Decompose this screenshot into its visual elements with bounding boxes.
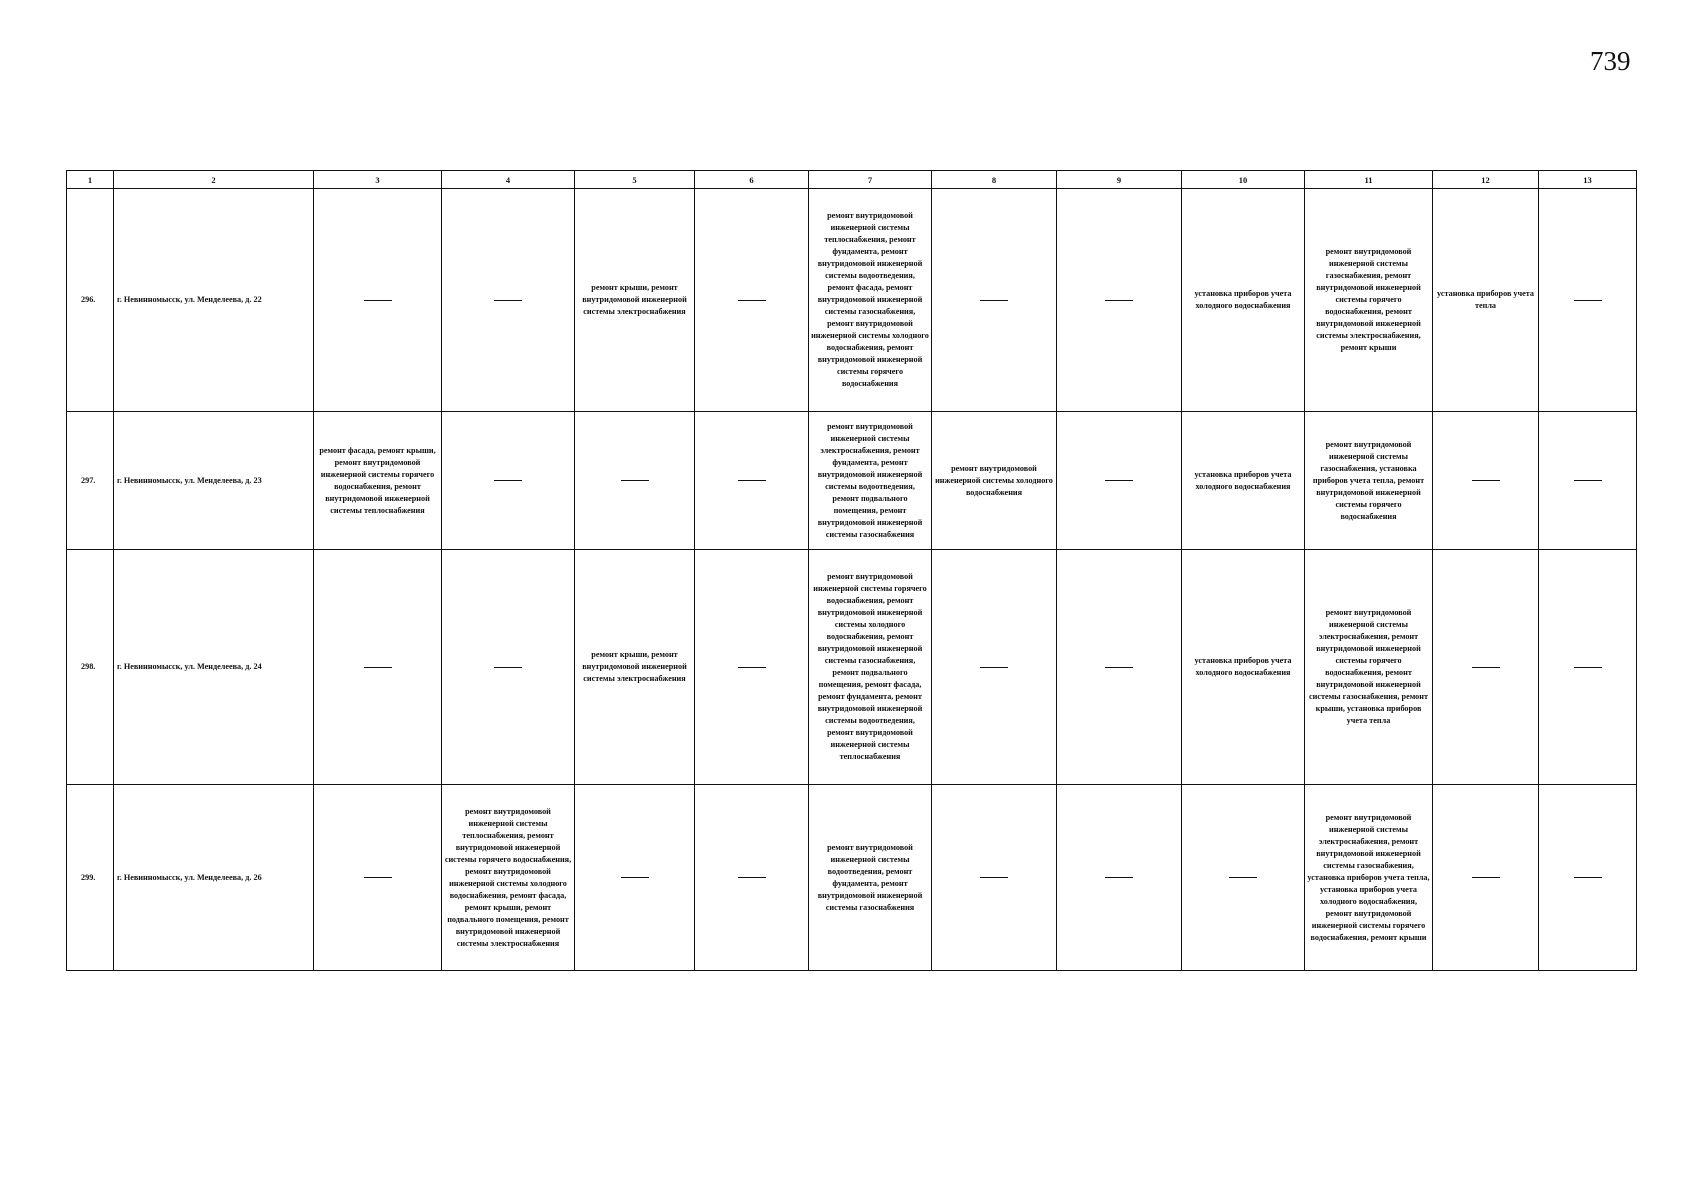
cell-works: ремонт внутридомовой инженерной системы электроснабжения, ремонт внутридомовой инженерной системы газоснабжения, установка приборов учета тепла, установка приборов учета холодного водоснабжения, ремонт внутридомовой инженерной системы горячего водоснабжения, ремонт крыши (1305, 785, 1433, 971)
cell-empty (442, 189, 575, 412)
row-address: г. Невинномысск, ул. Менделеева, д. 26 (114, 785, 314, 971)
cell-works: установка приборов учета холодного водоснабжения (1182, 412, 1305, 550)
work-plan-table (66, 170, 1637, 971)
cell-works: установка приборов учета тепла (1433, 189, 1539, 412)
cell-empty (1433, 412, 1539, 550)
table-row (67, 550, 1637, 785)
cell-empty (1057, 785, 1182, 971)
row-number: 299. (67, 785, 114, 971)
dash-mark (1574, 877, 1602, 878)
cell-empty (1182, 785, 1305, 971)
table-row (67, 785, 1637, 971)
cell-works: ремонт внутридомовой инженерной системы электроснабжения, ремонт фундамента, ремонт внутридомовой инженерной системы водоотведения, ремонт подвального помещения, ремонт внутридомовой инженерной системы газоснабжения (809, 412, 932, 550)
dash-mark (364, 667, 392, 668)
row-number: 298. (67, 550, 114, 785)
cell-empty (1057, 550, 1182, 785)
dash-mark (980, 300, 1008, 301)
cell-empty (695, 785, 809, 971)
dash-mark (1574, 300, 1602, 301)
cell-empty (1057, 412, 1182, 550)
column-header: 12 (1433, 171, 1539, 189)
cell-empty (1539, 785, 1637, 971)
cell-empty (1539, 550, 1637, 785)
dash-mark (494, 300, 522, 301)
cell-empty (932, 550, 1057, 785)
column-header: 6 (695, 171, 809, 189)
dash-mark (1105, 480, 1133, 481)
dash-mark (621, 480, 649, 481)
dash-mark (494, 667, 522, 668)
cell-works: установка приборов учета холодного водоснабжения (1182, 189, 1305, 412)
row-number: 297. (67, 412, 114, 550)
cell-empty (442, 412, 575, 550)
cell-empty (1539, 189, 1637, 412)
dash-mark (621, 877, 649, 878)
dash-mark (738, 300, 766, 301)
dash-mark (1105, 877, 1133, 878)
dash-mark (1574, 667, 1602, 668)
dash-mark (738, 877, 766, 878)
dash-mark (1472, 877, 1500, 878)
cell-empty (932, 785, 1057, 971)
column-header: 1 (67, 171, 114, 189)
dash-mark (1472, 480, 1500, 481)
dash-mark (364, 877, 392, 878)
cell-works: установка приборов учета холодного водоснабжения (1182, 550, 1305, 785)
dash-mark (1105, 300, 1133, 301)
cell-works: ремонт внутридомовой инженерной системы газоснабжения, установка приборов учета тепла, ремонт внутридомовой инженерной системы горячего водоснабжения (1305, 412, 1433, 550)
column-header: 9 (1057, 171, 1182, 189)
cell-empty (695, 189, 809, 412)
cell-empty (932, 189, 1057, 412)
cell-empty (314, 550, 442, 785)
row-address: г. Невинномысск, ул. Менделеева, д. 24 (114, 550, 314, 785)
dash-mark (980, 667, 1008, 668)
dash-mark (494, 480, 522, 481)
cell-works: ремонт внутридомовой инженерной системы газоснабжения, ремонт внутридомовой инженерной системы горячего водоснабжения, ремонт внутридомовой инженерной системы электроснабжения, ремонт крыши (1305, 189, 1433, 412)
dash-mark (1574, 480, 1602, 481)
row-number: 296. (67, 189, 114, 412)
cell-empty (442, 550, 575, 785)
column-header: 3 (314, 171, 442, 189)
cell-works: ремонт внутридомовой инженерной системы теплоснабжения, ремонт внутридомовой инженерной системы горячего водоснабжения, ремонт внутридомовой инженерной системы холодного водоснабжения, ремонт фасада, ремонт крыши, ремонт подвального помещения, ремонт внутридомовой инженерной системы электроснабжения (442, 785, 575, 971)
cell-empty (1539, 412, 1637, 550)
page-number: 739 (1590, 46, 1631, 76)
cell-works: ремонт внутридомовой инженерной системы теплоснабжения, ремонт фундамента, ремонт внутридомовой инженерной системы водоотведения, ремонт фасада, ремонт внутридомовой инженерной системы газоснабжения, ремонт внутридомовой инженерной системы холодного водоснабжения, ремонт внутридомовой инженерной системы горячего водоснабжения (809, 189, 932, 412)
cell-empty (1057, 189, 1182, 412)
column-header: 13 (1539, 171, 1637, 189)
cell-works: ремонт внутридомовой инженерной системы горячего водоснабжения, ремонт внутридомовой инженерной системы холодного водоснабжения, ремонт внутридомовой инженерной системы газоснабжения, ремонт подвального помещения, ремонт фасада, ремонт фундамента, ремонт внутридомовой инженерной системы водоотведения, ремонт внутридомовой инженерной системы теплоснабжения (809, 550, 932, 785)
dash-mark (980, 877, 1008, 878)
column-header: 7 (809, 171, 932, 189)
cell-empty (695, 550, 809, 785)
column-header: 11 (1305, 171, 1433, 189)
dash-mark (1229, 877, 1257, 878)
cell-empty (575, 412, 695, 550)
cell-works: ремонт внутридомовой инженерной системы холодного водоснабжения (932, 412, 1057, 550)
cell-works: ремонт крыши, ремонт внутридомовой инженерной системы электроснабжения (575, 189, 695, 412)
column-header: 5 (575, 171, 695, 189)
dash-mark (738, 667, 766, 668)
dash-mark (1105, 667, 1133, 668)
cell-empty (695, 412, 809, 550)
dash-mark (364, 300, 392, 301)
cell-empty (314, 785, 442, 971)
cell-works: ремонт крыши, ремонт внутридомовой инженерной системы электроснабжения (575, 550, 695, 785)
cell-empty (1433, 785, 1539, 971)
row-address: г. Невинномысск, ул. Менделеева, д. 22 (114, 189, 314, 412)
cell-empty (314, 189, 442, 412)
cell-works: ремонт внутридомовой инженерной системы водоотведения, ремонт фундамента, ремонт внутридомовой инженерной системы газоснабжения (809, 785, 932, 971)
table-row (67, 412, 1637, 550)
column-numbers-row (67, 171, 1637, 189)
dash-mark (738, 480, 766, 481)
column-header: 2 (114, 171, 314, 189)
table-row (67, 189, 1637, 412)
column-header: 4 (442, 171, 575, 189)
dash-mark (1472, 667, 1500, 668)
row-address: г. Невинномысск, ул. Менделеева, д. 23 (114, 412, 314, 550)
cell-works: ремонт фасада, ремонт крыши, ремонт внутридомовой инженерной системы горячего водоснабжения, ремонт внутридомовой инженерной системы теплоснабжения (314, 412, 442, 550)
cell-empty (1433, 550, 1539, 785)
column-header: 8 (932, 171, 1057, 189)
column-header: 10 (1182, 171, 1305, 189)
cell-works: ремонт внутридомовой инженерной системы электроснабжения, ремонт внутридомовой инженерной системы горячего водоснабжения, ремонт внутридомовой инженерной системы газоснабжения, ремонт крыши, установка приборов учета тепла (1305, 550, 1433, 785)
cell-empty (575, 785, 695, 971)
